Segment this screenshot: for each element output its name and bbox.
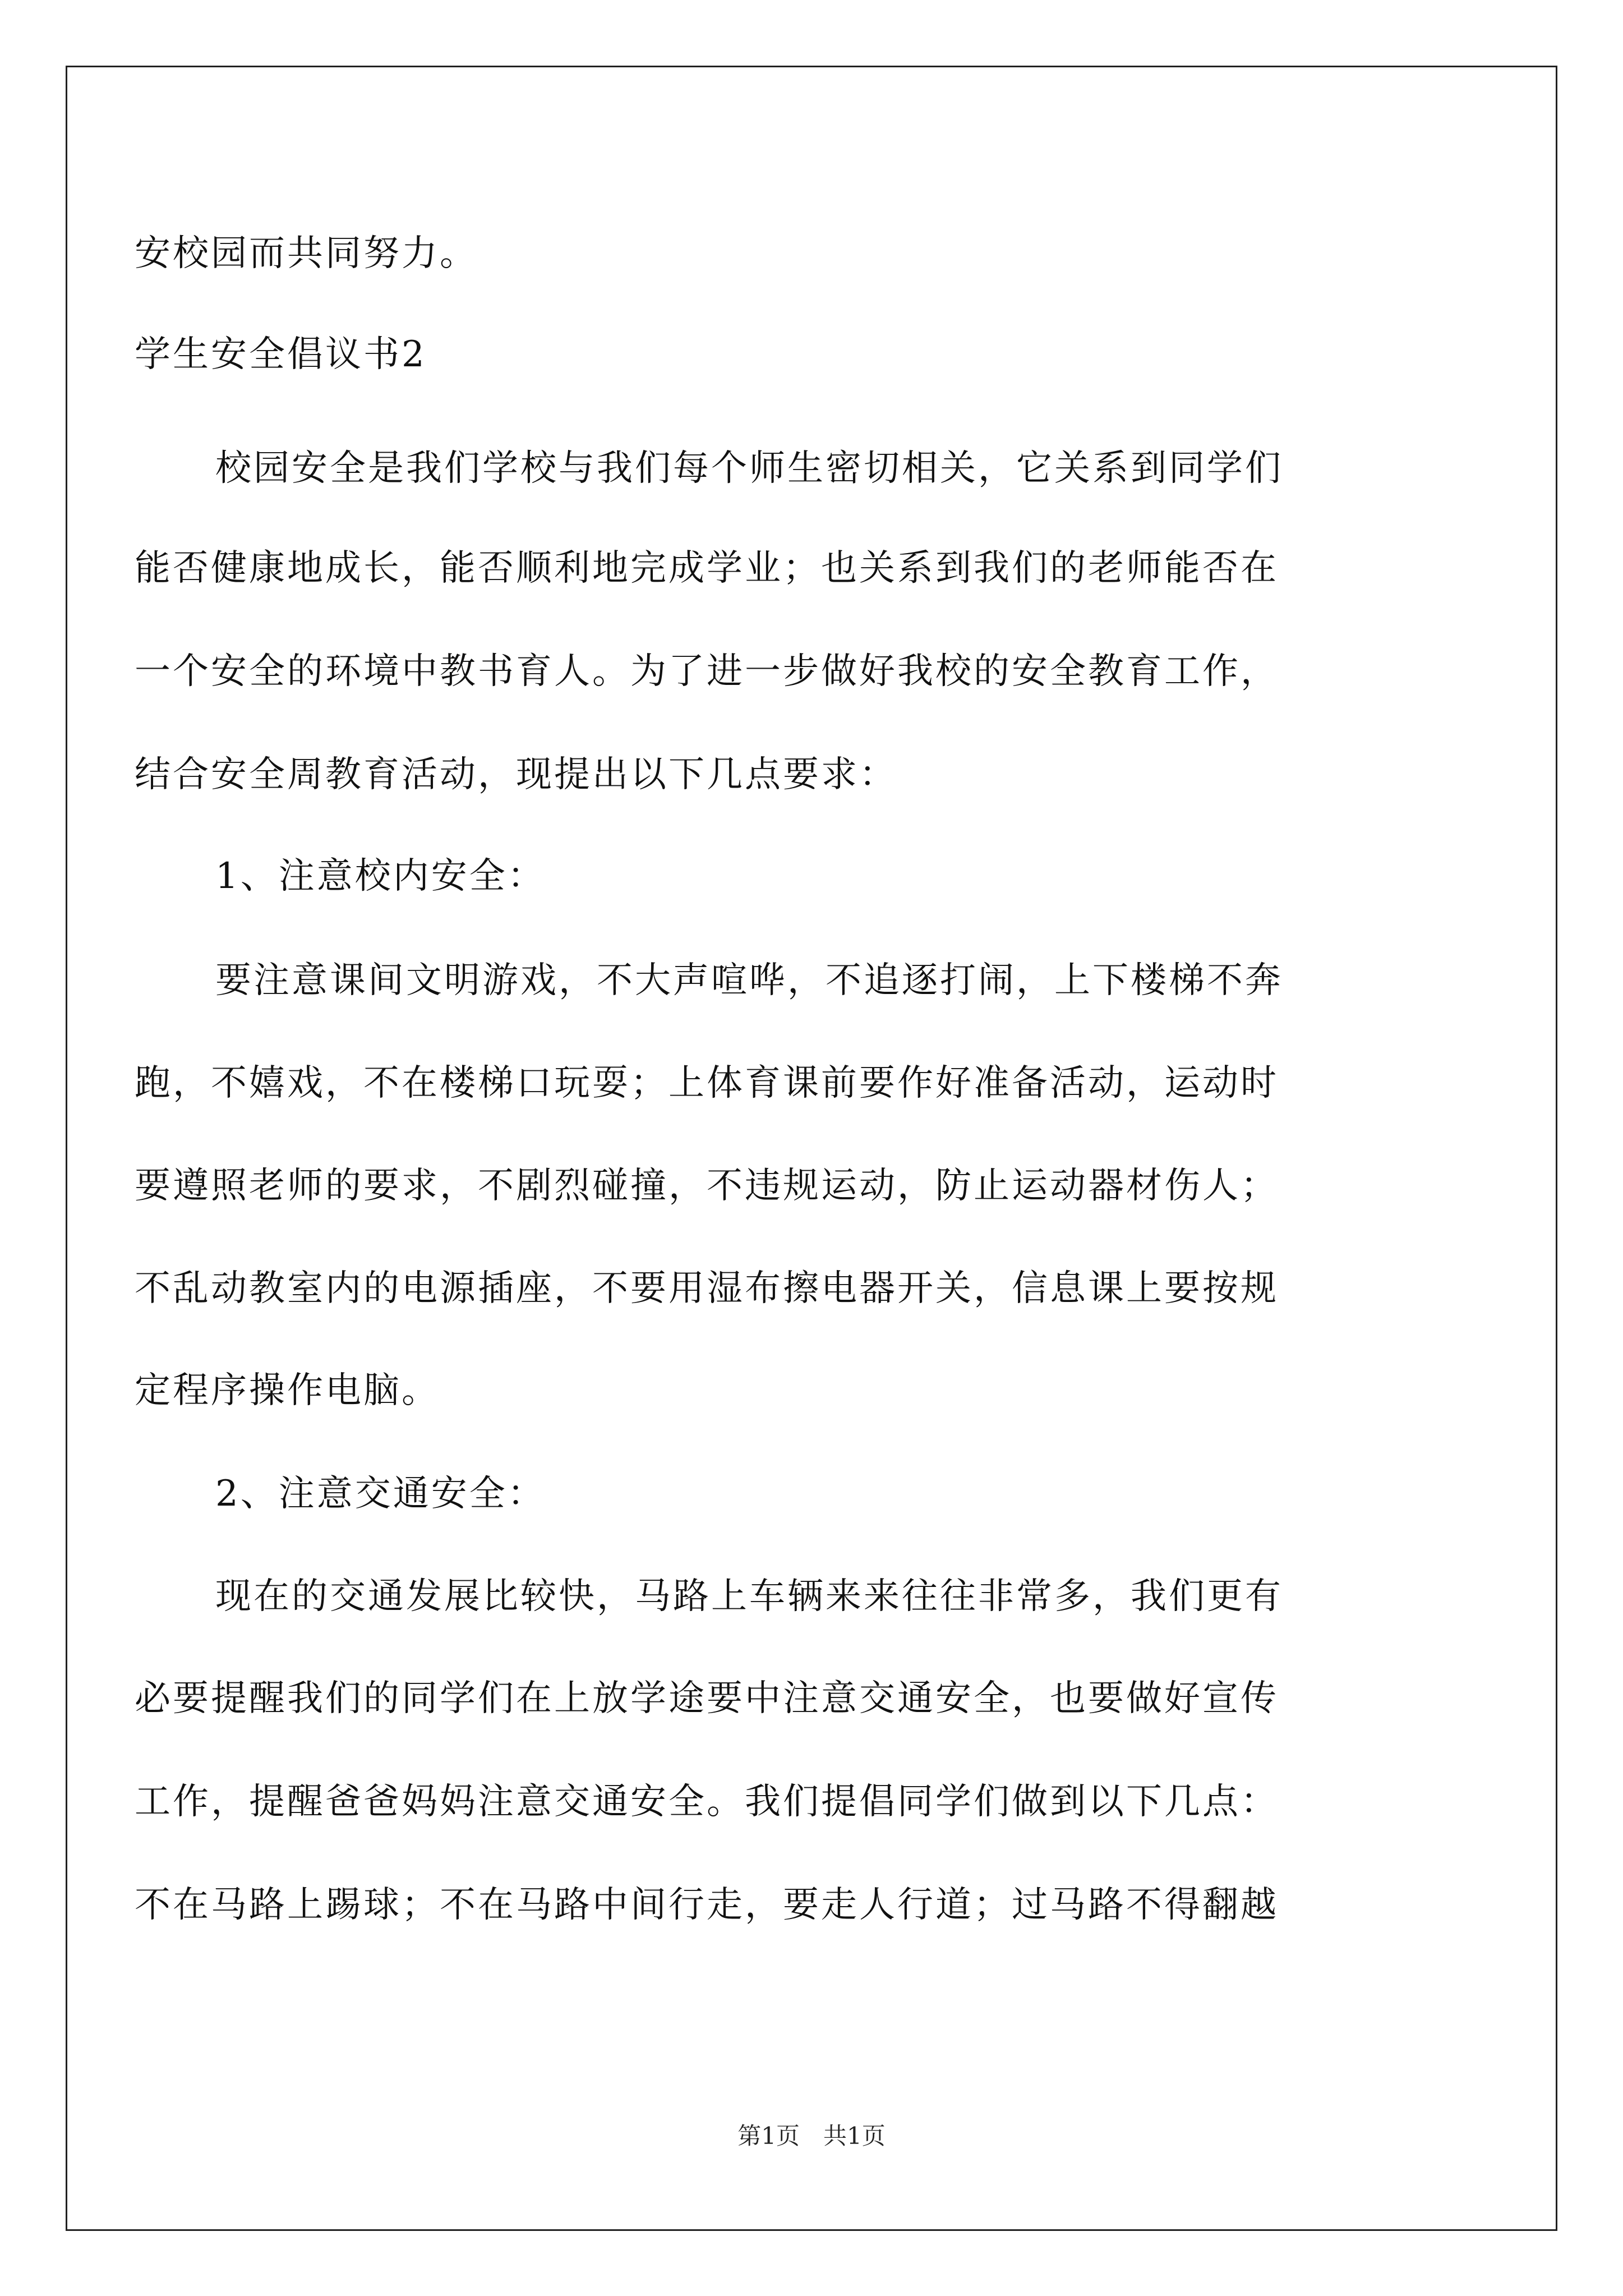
- page-footer: 第1页 共1页: [737, 2122, 886, 2150]
- paragraph-line: 校园安全是我们学校与我们每个师生密切相关，它关系到同学们: [215, 448, 1283, 489]
- paragraph-line: 要遵照老师的要求，不剧烈碰撞，不违规运动，防止运动器材伤人；: [135, 1165, 1279, 1207]
- subheading: 2、注意交通安全：: [215, 1473, 546, 1515]
- section-title: 学生安全倡议书2: [135, 334, 427, 375]
- paragraph-line: 定程序操作电脑。: [135, 1370, 440, 1411]
- paragraph-line: 要注意课间文明游戏，不大声喧哗，不追逐打闹，上下楼梯不奔: [215, 960, 1283, 1001]
- text-line: 安校园而共同努力。: [135, 233, 478, 274]
- paragraph-line: 必要提醒我们的同学们在上放学途要中注意交通安全，也要做好宣传: [135, 1678, 1279, 1719]
- paragraph-line: 跑，不嬉戏，不在楼梯口玩耍；上体育课前要作好准备活动，运动时: [135, 1062, 1279, 1104]
- paragraph-line: 一个安全的环境中教书育人。为了进一步做好我校的安全教育工作，: [135, 651, 1279, 692]
- paragraph-line: 结合安全周教育活动，现提出以下几点要求：: [135, 754, 897, 795]
- subheading: 1、注意校内安全：: [215, 855, 546, 897]
- paragraph-line: 不在马路上踢球；不在马路中间行走，要走人行道；过马路不得翻越: [135, 1884, 1279, 1926]
- paragraph-line: 不乱动教室内的电源插座，不要用湿布擦电器开关，信息课上要按规: [135, 1268, 1279, 1309]
- paragraph-line: 现在的交通发展比较快，马路上车辆来来往往非常多，我们更有: [215, 1576, 1283, 1617]
- paragraph-line: 工作，提醒爸爸妈妈注意交通安全。我们提倡同学们做到以下几点：: [135, 1781, 1279, 1823]
- paragraph-line: 能否健康地成长，能否顺利地完成学业；也关系到我们的老师能否在: [135, 547, 1279, 589]
